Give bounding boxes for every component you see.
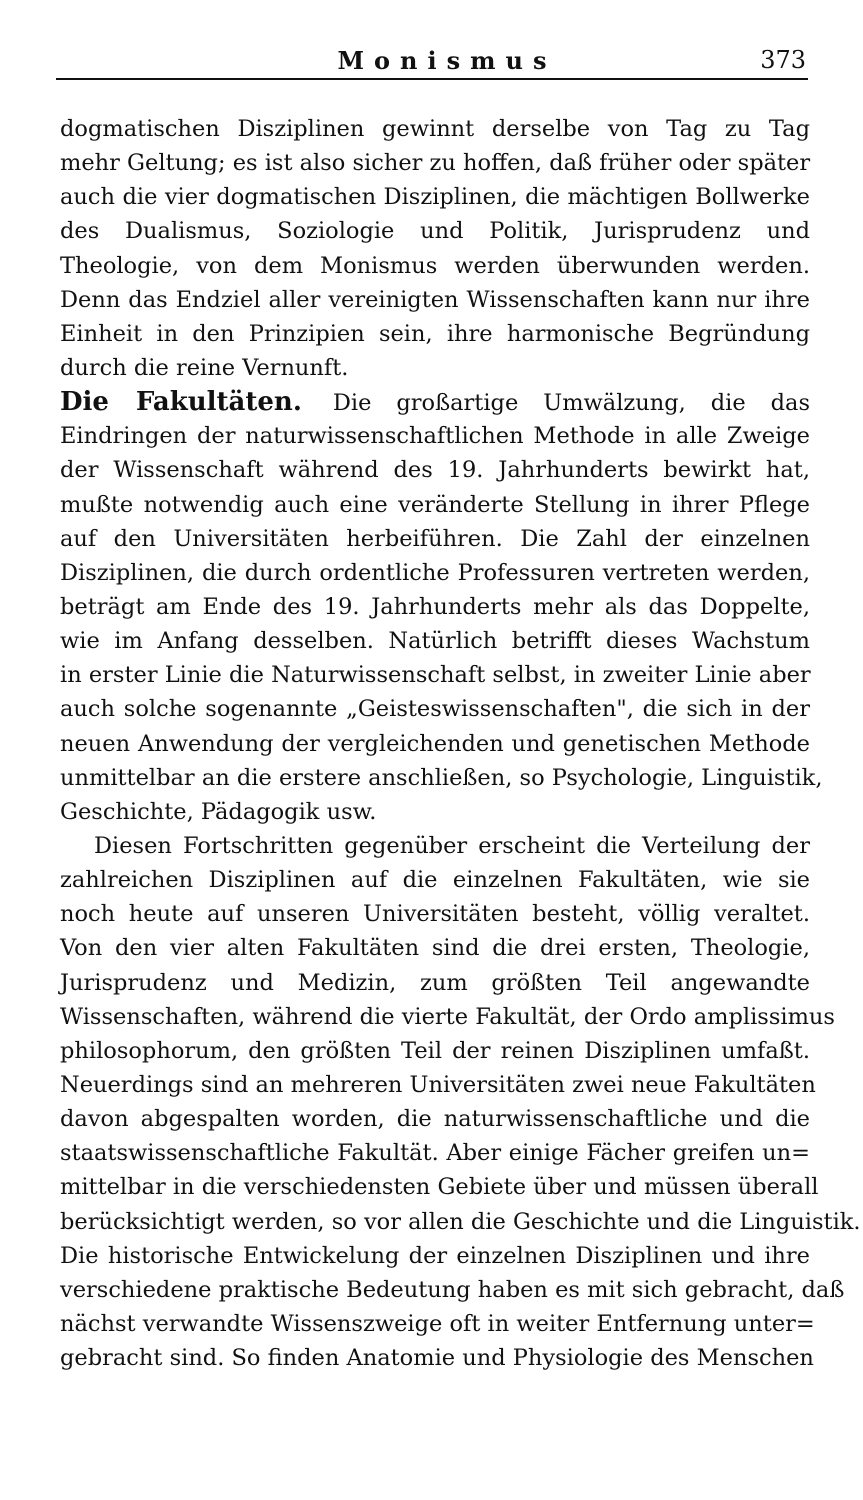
text-line: unmittelbar an die erstere anschließen, so Psychologie, Linguistik, — [60, 764, 823, 791]
text-line: in erster Linie die Naturwissenschaft selbst, in zweiter Linie aber — [60, 662, 811, 689]
text-line: Die historische Entwickelung der einzelnen Disziplinen und ihre — [60, 1242, 810, 1269]
text-line: staatswissenschaftliche Fakultät. Aber einige Fächer greifen un= — [60, 1140, 810, 1167]
text-line: auch solche sogenannte „Geisteswissenschaften", die sich in der — [60, 696, 810, 723]
page-number: 373 — [760, 46, 806, 74]
text-line: Denn das Endziel aller vereinigten Wissenschaften kann nur ihre — [60, 286, 810, 313]
text-line: philosophorum, den größten Teil der reinen Disziplinen umfaßt. — [60, 1037, 810, 1064]
text-line: davon abgespalten worden, die naturwissenschaftliche und die — [60, 1106, 810, 1133]
text-line: der Wissenschaft während des 19. Jahrhunderts bewirkt hat, — [60, 457, 810, 484]
text-line: Wissenschaften, während die vierte Fakultät, der Ordo amplissimus — [60, 1003, 835, 1030]
text-line: Disziplinen, die durch ordentliche Professuren vertreten werden, — [60, 559, 810, 586]
text-line: zahlreichen Disziplinen auf die einzelnen Fakultäten, wie sie — [60, 867, 810, 894]
section-heading-line — [60, 385, 810, 419]
text-line: mehr Geltung; es ist also sicher zu hoffen, daß früher oder später — [60, 150, 811, 177]
paragraph-3 — [60, 829, 861, 1375]
text-line: auf den Universitäten herbeiführen. Die Zahl der einzelnen — [60, 525, 810, 552]
text-line: mußte notwendig auch eine veränderte Stellung in ihrer Pflege — [60, 491, 810, 518]
text-line: beträgt am Ende des 19. Jahrhunderts mehr als das Doppelte, — [60, 593, 810, 620]
text-line: berücksichtigt werden, so vor allen die Geschichte und die Linguistik. — [60, 1208, 861, 1235]
section-heading: Die Fakultäten. — [60, 387, 302, 418]
text-run: Die großartige Umwälzung, die das — [332, 390, 811, 417]
text-line: Theologie, von dem Monismus werden überwunden werden. — [60, 252, 810, 279]
text-line: Diesen Fortschritten gegenüber erscheint die Verteilung der — [94, 832, 810, 859]
text-line: gebracht sind. So finden Anatomie und Physiologie des Menschen — [60, 1345, 814, 1372]
text-line: neuen Anwendung der vergleichenden und genetischen Methode — [60, 730, 810, 757]
text-line: durch die reine Vernunft. — [60, 354, 349, 381]
text-line: des Dualismus, Soziologie und Politik, Jurisprudenz und — [60, 218, 810, 245]
paragraph-1 — [60, 112, 810, 385]
paragraph-2 — [60, 385, 823, 829]
text-line: Jurisprudenz und Medizin, zum größten Teil angewandte — [60, 969, 810, 996]
text-line: auch die vier dogmatischen Disziplinen, die mächtigen Bollwerke — [60, 184, 810, 211]
text-line: Geschichte, Pädagogik usw. — [60, 798, 377, 825]
text-line: Einheit in den Prinzipien sein, ihre harmonische Begründung — [60, 320, 810, 347]
text-line: wie im Anfang desselben. Natürlich betrifft dieses Wachstum — [60, 628, 810, 655]
text-line: dogmatischen Disziplinen gewinnt derselbe von Tag zu Tag — [60, 116, 810, 142]
text-line: verschiedene praktische Bedeutung haben es mit sich gebracht, daß — [60, 1276, 845, 1303]
text-line: Neuerdings sind an mehreren Universitäten zwei neue Fakultäten — [60, 1071, 816, 1098]
text-line: mittelbar in die verschiedensten Gebiete über und müssen überall — [60, 1174, 819, 1201]
text-line: Von den vier alten Fakultäten sind die drei ersten, Theologie, — [60, 935, 810, 962]
text-line: noch heute auf unseren Universitäten besteht, völlig veraltet. — [60, 901, 810, 928]
body-text — [60, 112, 861, 1375]
text-line: nächst verwandte Wissenszweige oft in weiter Entfernung unter= — [60, 1310, 815, 1337]
running-title: Monismus — [337, 46, 557, 75]
text-line: Eindringen der naturwissenschaftlichen Methode in alle Zweige — [60, 423, 810, 450]
page-header — [56, 44, 808, 80]
